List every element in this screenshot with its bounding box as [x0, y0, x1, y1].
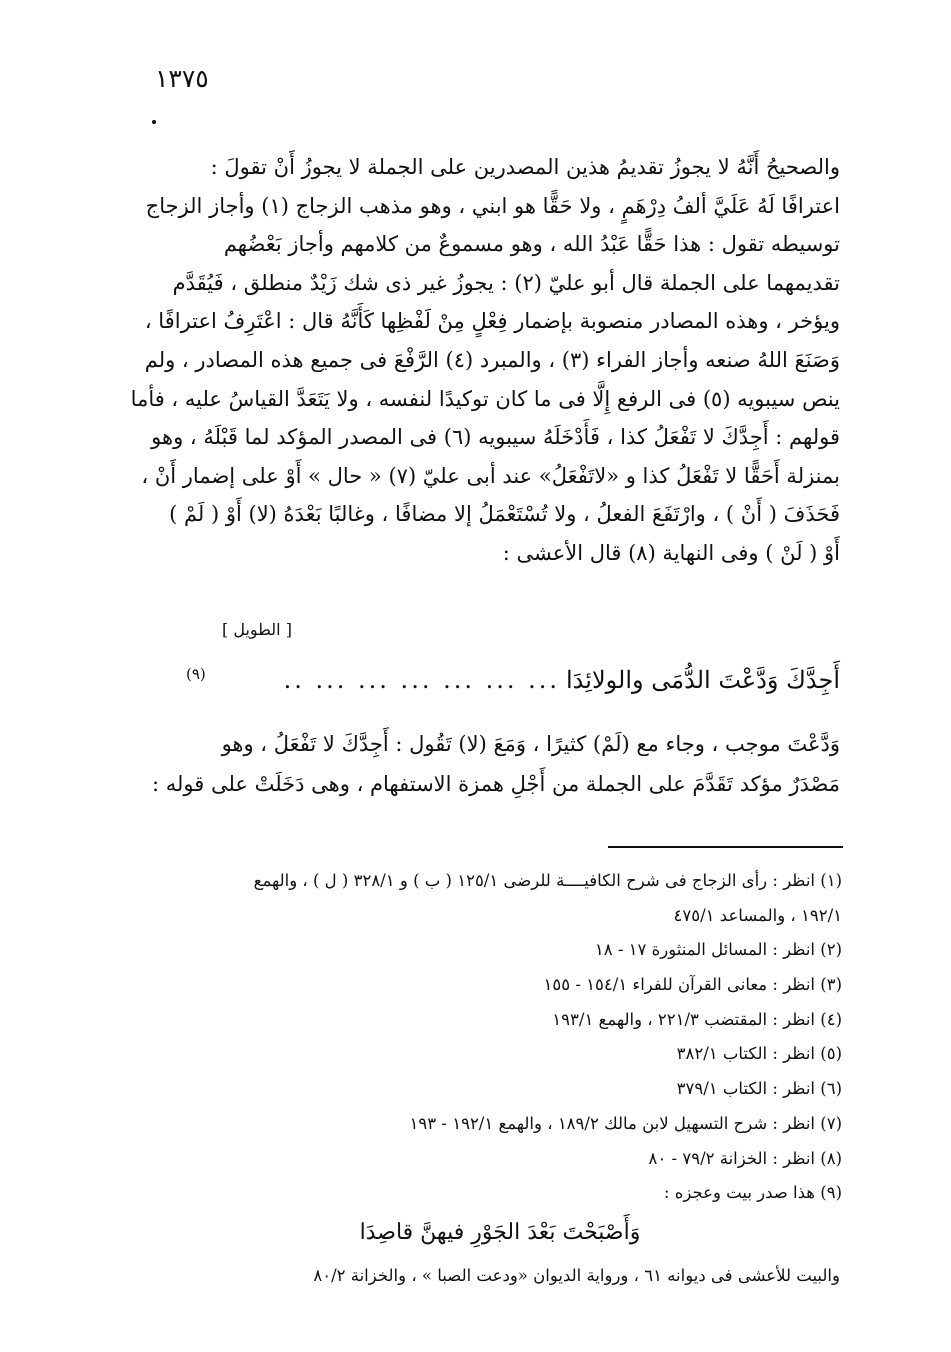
text-line: والصحيحُ أَنَّهُ لا يجوزُ تقديمُ هذين المصدرين على الجملة لا يجوزُ أَنْ تقولَ : [210, 155, 840, 179]
footnote: (٦) انظر : الكتاب ٣٧٩/١ [676, 1079, 842, 1099]
footnotes [130, 864, 842, 1211]
verse-second-hemistich: ... ... ... ... ... ... .. [283, 666, 560, 694]
text-line: بمنزلة أَحَقًّا لا تَفْعَلُ كذا و «لاتَفْعَلُ» عند أبى عليّ (٧) « حال » أَوْ على إضمار أَنْ ، [141, 463, 840, 488]
footnote: (٢) انظر : المسائل المنثورة ١٧ - ١٨ [594, 940, 842, 960]
footnote: (١) انظر : رأى الزجاج فى شرح الكافيــــة للرضى ١٢٥/١ ( ب ) و ٣٢٨/١ ( ل ) ، والهمع [253, 871, 842, 890]
verse-first-hemistich: أَجِدَّكَ وَدَّعْتَ الدُّمَى والولائِدَا [566, 666, 840, 694]
verse [140, 660, 840, 700]
main-text [130, 148, 840, 573]
verse-footnote-mark: (٩) [186, 665, 206, 683]
text-line: ينص سيبويه (٥) فى الرفع إِلَّا فى ما كان توكيدًا لنفسه ، ولا يَتَعَدَّ القياسُ عليه ، فأما [130, 386, 840, 411]
page-dot [152, 120, 156, 124]
verse-meter: [ الطويل ] [222, 620, 292, 639]
footnote: (٣) انظر : معانى القرآن للفراء ١٥٤/١ - ١٥٥ [543, 975, 842, 995]
text-line: قولهم : أَجِدَّكَ لا تَفْعَلُ كذا ، فَأَدْخَلَهُ سيبويه (٦) فى المصدر المؤكد لما قَبْلَهُ ، وهو [151, 425, 840, 450]
footnote: ١٩٢/١ ، والمساعد ٤٧٥/١ [673, 905, 842, 925]
text-line: فَحَذَفَ ( أَنْ ) ، وارْتَفَعَ الفعلُ ، ولا تُسْتَعْمَلُ إلا مضافًا ، وغالبًا بَعْدَهُ (لا) أَوْ ( لَمْ ) [169, 502, 840, 527]
text-line: تقديمهما على الجملة قال أبو عليّ (٢) : يجوزُ غير ذى شك زَيْدٌ منطلق ، فَيُقَدَّم [172, 270, 840, 295]
footnote: (٧) انظر : شرح التسهيل لابن مالك ١٨٩/٢ ، والهمع ١٩٢/١ - ١٩٣ [409, 1113, 842, 1133]
text-line: وَدَّعْتَ موجب ، وجاء مع (لَمْ) كثيرًا ، وَمَعَ (لا) تَقُول : أَجِدَّكَ لا تَفْعَلُ ، وهو [221, 732, 840, 756]
text-line: ويؤخر ، وهذه المصادر منصوبة بإضمار فِعْلٍ مِنْ لَفْظِها كَأَنَّهُ قال : اعْتَرِفُ اعترافًا ، [144, 309, 840, 334]
footnote: (٩) هذا صدر بيت وعجزه : [663, 1183, 842, 1203]
text-line: وَصَنَعَ اللهُ صنعه وأجاز الفراء (٣) ، والمبرد (٤) الرَّفْعَ فى جميع هذه المصادر ، ولم [144, 347, 840, 372]
footnote: (٥) انظر : الكتاب ٣٨٢/١ [676, 1044, 842, 1064]
text-line: اعترافًا لَهُ عَلَيَّ ألفُ دِرْهَمٍ ، ولا حَقًّا هو ابني ، وهو مذهب الزجاج (١) وأجاز الزجاج [145, 193, 840, 218]
page-number: ١٣٧٥ [155, 64, 209, 93]
footnote-verse: وَأَصْبَحْتَ بَعْدَ الجَوْرِ فيهنَّ قاصِدَا [359, 1220, 641, 1245]
footnote-separator [608, 846, 843, 848]
text-line: توسيطه تقول : هذا حَقًّا عَبْدُ الله ، وهو مسموعٌ من كلامهم وأجاز بَعْضُهم [223, 232, 840, 257]
footnote-source: والبيت للأعشى فى ديوانه ٦١ ، ورواية الديوان «ودعت الصبا » ، والخزانة ٨٠/٢ [313, 1266, 840, 1285]
text-line: أَوْ ( لَنْ ) وفى النهاية (٨) قال الأعشى : [502, 540, 840, 565]
footnote: (٤) انظر : المقتضب ٢٢١/٣ ، والهمع ١٩٣/١ [552, 1009, 842, 1029]
footnote: (٨) انظر : الخزانة ٧٩/٢ - ٨٠ [648, 1148, 842, 1168]
after-verse-text [130, 724, 840, 804]
text-line: مَصْدَرٌ مؤكد تَقَدَّمَ على الجملة من أَجْلِ همزة الاستفهام ، وهى دَخَلَتْ على قوله : [151, 772, 840, 796]
